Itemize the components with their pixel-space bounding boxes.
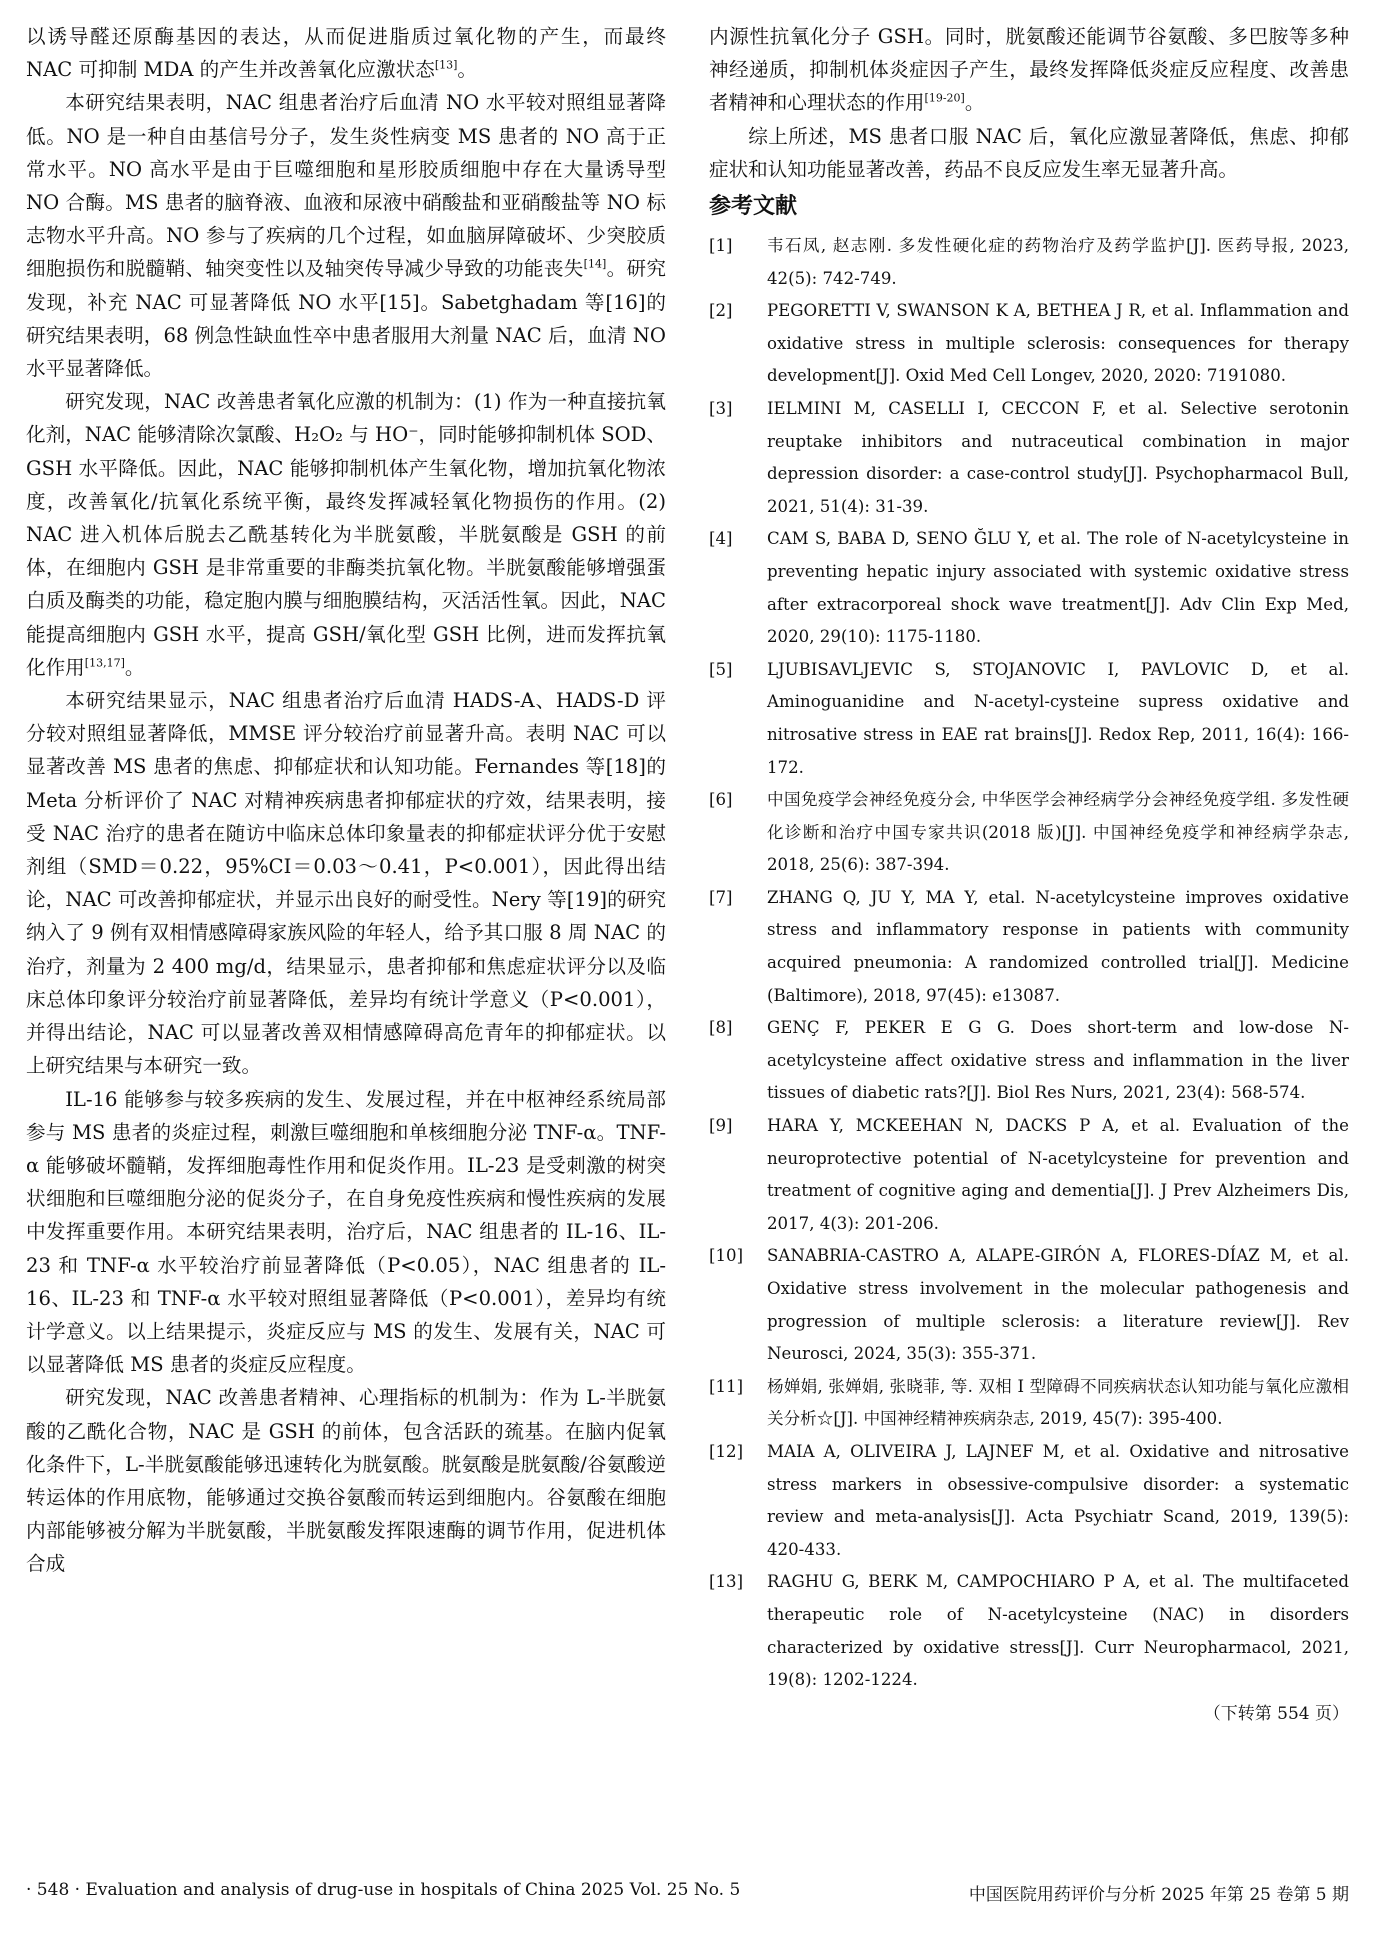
reference-item: [709, 1566, 1349, 1696]
citation-marker: [14]: [583, 257, 607, 271]
reference-item: [709, 1371, 1349, 1436]
paragraph-text: 研究发现，NAC 改善患者氧化应激的机制为：(1) 作为一种直接抗氧化剂，NAC 能够清除次氯酸、H₂O₂ 与 HO⁻，同时能够抑制机体 SOD、GSH 水平降低。因此，NAC 能够抑制机体产生氧化物，增加抗氧化物浓度，改善氧化/抗氧化系统平衡，最终发挥减轻氧化物损伤的作用。(2) NAC 进入机体后脱去乙酰基转化为半胱氨酸，半胱氨酸是 GSH 的前体，在细胞内 GSH 是非常重要的非酶类抗氧化物。半胱氨酸能够增强蛋白质及酶类的功能，稳定胞内膜与细胞膜结构，灭活活性氧。因此，NAC 能提高细胞内 GSH 水平，提高 GSH/氧化型 GSH 比例，进而发挥抗氧化作用: [26, 390, 666, 679]
right-body-text: [709, 20, 1349, 186]
paragraph-text: 内源性抗氧化分子 GSH。同时，胱氨酸还能调节谷氨酸、多巴胺等多种神经递质，抑制机体炎症因子产生，最终发挥降低炎症反应程度、改善患者精神和心理状态的作用: [709, 25, 1349, 115]
reference-number: [5]: [709, 659, 733, 679]
reference-item: [709, 393, 1349, 523]
reference-text: MAIA A, OLIVEIRA J, LAJNEF M, et al. Oxidative and nitrosative stress markers in obsessive-compulsive disorder: a systematic review and meta-analysis[J]. Acta Psychiatr Scand, 2019, 139(5): 420-433.: [767, 1441, 1349, 1559]
body-paragraph: [26, 1083, 666, 1382]
reference-item: [709, 882, 1349, 1012]
paragraph-text: 以诱导醛还原酶基因的表达，从而促进脂质过氧化物的产生，而最终 NAC 可抑制 MDA 的产生并改善氧化应激状态: [26, 25, 666, 82]
reference-number: [6]: [709, 790, 733, 810]
paragraph-tail: 。: [124, 655, 145, 679]
footer-left: · 548 · Evaluation and analysis of drug-use in hospitals of China 2025 Vol. 25 No. 5: [26, 1880, 741, 1900]
reference-number: [7]: [709, 887, 733, 907]
right-column: [709, 20, 1349, 1729]
reference-number: [1]: [709, 236, 733, 256]
reference-item: [709, 1110, 1349, 1240]
reference-number: [11]: [709, 1376, 744, 1396]
paragraph-tail: 。: [457, 58, 477, 82]
reference-text: 韦石凤, 赵志刚. 多发性硬化症的药物治疗及药学监护[J]. 医药导报, 2023, 42(5): 742-749.: [767, 236, 1349, 288]
reference-text: GENÇ F, PEKER E G G. Does short-term and low-dose N-acetylcysteine affect oxidative stress and inflammation in the liver tissues of diabetic rats?[J]. Biol Res Nurs, 2021, 23(4): 568-574.: [767, 1018, 1349, 1103]
citation-marker: [13,17]: [84, 656, 125, 670]
reference-number: [12]: [709, 1441, 744, 1461]
paragraph-text: 综上所述，MS 患者口服 NAC 后，氧化应激显著降低，焦虑、抑郁症状和认知功能显著改善，药品不良反应发生率无显著升高。: [709, 124, 1349, 181]
references-heading: 参考文献: [709, 194, 798, 220]
body-paragraph: [26, 86, 666, 385]
reference-text: 中国免疫学会神经免疫分会, 中华医学会神经病学分会神经免疫学组. 多发性硬化诊断和治疗中国专家共识(2018 版)[J]. 中国神经免疫学和神经病学杂志, 2018, 25(6): 387-394.: [767, 790, 1349, 875]
reference-text: PEGORETTI V, SWANSON K A, BETHEA J R, et al. Inflammation and oxidative stress in multiple sclerosis: consequences for therapy development[J]. Oxid Med Cell Longev, 2020, 2020: 7191080.: [767, 301, 1349, 386]
reference-number: [2]: [709, 301, 733, 321]
reference-item: [709, 1240, 1349, 1370]
reference-text: RAGHU G, BERK M, CAMPOCHIARO P A, et al. The multifaceted therapeutic role of N-acetylcysteine (NAC) in disorders characterized by oxidative stress[J]. Curr Neuropharmacol, 2021, 19(8): 1202-1224.: [767, 1572, 1349, 1690]
paragraph-text: IL-16 能够参与较多疾病的发生、发展过程，并在中枢神经系统局部参与 MS 患者的炎症过程，刺激巨噬细胞和单核细胞分泌 TNF-α。TNF-α 能够破坏髓鞘，发挥细胞毒性作用和促炎作用。IL-23 是受刺激的树突状细胞和巨噬细胞分泌的促炎分子，在自身免疫性疾病和慢性疾病的发展中发挥重要作用。本研究结果表明，治疗后，NAC 组患者的 IL-16、IL-23 和 TNF-α 水平较治疗前显著降低（P<0.05），NAC 组患者的 IL-16、IL-23 和 TNF-α 水平较对照组显著降低（P<0.001），差异均有统计学意义。以上结果提示，炎症反应与 MS 的发生、发展有关，NAC 可以显著降低 MS 患者的炎症反应程度。: [26, 1087, 666, 1377]
page-footer: [26, 1880, 1349, 1905]
body-paragraph: [26, 1381, 666, 1580]
reference-number: [13]: [709, 1572, 744, 1592]
reference-text: SANABRIA-CASTRO A, ALAPE-GIRÓN A, FLORES-DÍAZ M, et al. Oxidative stress involvement in the molecular pathogenesis and progression of multiple sclerosis: a literature review[J]. Rev Neurosci, 2024, 35(3): 355-371.: [767, 1246, 1349, 1364]
reference-number: [3]: [709, 398, 733, 418]
reference-number: [9]: [709, 1116, 733, 1136]
continue-note: （下转第 554 页）: [1203, 1703, 1349, 1724]
reference-item: [709, 1436, 1349, 1566]
footer-right: 中国医院用药评价与分析 2025 年第 25 卷第 5 期: [968, 1885, 1349, 1905]
body-paragraph: [709, 120, 1349, 186]
reference-text: IELMINI M, CASELLI I, CECCON F, et al. Selective serotonin reuptake inhibitors and nutraceutical combination in major depression disorder: a case-control study[J]. Psychopharmacol Bull, 2021, 51(4): 31-39.: [767, 398, 1349, 516]
reference-list: [709, 230, 1349, 1697]
paragraph-text: 本研究结果表明，NAC 组患者治疗后血清 NO 水平较对照组显著降低。NO 是一种自由基信号分子，发生炎性病变 MS 患者的 NO 高于正常水平。NO 高水平是由于巨噬细胞和星形胶质细胞中存在大量诱导型 NO 合酶。MS 患者的脑脊液、血液和尿液中硝酸盐和亚硝酸盐等 NO 标志物水平升高。NO 参与了疾病的几个过程，如血脑屏障破坏、少突胶质细胞损伤和脱髓鞘、轴突变性以及轴突传导减少导致的功能丧失: [26, 91, 666, 281]
reference-text: LJUBISAVLJEVIC S, STOJANOVIC I, PAVLOVIC D, et al. Aminoguanidine and N-acetyl-cysteine supress oxidative and nitrosative stress in EAE rat brains[J]. Redox Rep, 2011, 16(4): 166-172.: [767, 659, 1349, 777]
reference-item: [709, 295, 1349, 393]
citation-marker: [13]: [434, 58, 458, 72]
reference-number: [8]: [709, 1018, 733, 1038]
left-column: [26, 20, 666, 1581]
citation-marker: [19-20]: [924, 91, 965, 105]
reference-number: [10]: [709, 1246, 744, 1266]
reference-item: [709, 523, 1349, 653]
reference-item: [709, 654, 1349, 784]
body-paragraph: [709, 20, 1349, 120]
paragraph-tail: 。: [964, 91, 985, 115]
paragraph-tail: 。研究发现，补充 NAC 可显著降低 NO 水平[15]。Sabetghadam 等[16]的研究结果表明，68 例急性缺血性卒中患者服用大剂量 NAC 后，血清 NO 水平显著降低。: [26, 257, 666, 381]
reference-text: HARA Y, MCKEEHAN N, DACKS P A, et al. Evaluation of the neuroprotective potential of N-acetylcysteine for prevention and treatment of cognitive aging and dementia[J]. J Prev Alzheimers Dis, 2017, 4(3): 201-206.: [767, 1116, 1349, 1233]
reference-text: CAM S, BABA D, SENO ĞLU Y, et al. The role of N-acetylcysteine in preventing hepatic injury associated with systemic oxidative stress after extracorporeal shock wave treatment[J]. Adv Clin Exp Med, 2020, 29(10): 1175-1180.: [767, 529, 1349, 647]
reference-item: [709, 784, 1349, 882]
reference-text: 杨婵娟, 张婵娟, 张晓菲, 等. 双相 I 型障碍不同疾病状态认知功能与氧化应激相关分析☆[J]. 中国神经精神疾病杂志, 2019, 45(7): 395-400.: [767, 1376, 1349, 1429]
reference-text: ZHANG Q, JU Y, MA Y, etal. N-acetylcysteine improves oxidative stress and inflammatory response in patients with community acquired pneumonia: A randomized controlled trial[J]. Medicine (Baltimore), 2018, 97(45): e13087.: [767, 887, 1349, 1005]
paragraph-text: 本研究结果显示，NAC 组患者治疗后血清 HADS-A、HADS-D 评分较对照组显著降低，MMSE 评分较治疗前显著升高。表明 NAC 可以显著改善 MS 患者的焦虑、抑郁症状和认知功能。Fernandes 等[18]的 Meta 分析评价了 NAC 对精神疾病患者抑郁症状的疗效，结果表明，接受 NAC 治疗的患者在随访中临床总体印象量表的抑郁症状评分优于安慰剂组（SMD＝0.22，95%CI＝0.03～0.41，P<0.001），因此得出结论，NAC 可改善抑郁症状，并显示出良好的耐受性。Nery 等[19]的研究纳入了 9 例有双相情感障碍家族风险的年轻人，给予其口服 8 周 NAC 的治疗，剂量为 2 400 mg/d，结果显示，患者抑郁和焦虑症状评分以及临床总体印象评分较治疗前显著降低，差异均有统计学意义（P<0.001），并得出结论，NAC 可以显著改善双相情感障碍高危青年的抑郁症状。以上研究结果与本研究一致。: [26, 689, 666, 1078]
body-paragraph: [26, 385, 666, 684]
paragraph-text: 研究发现，NAC 改善患者精神、心理指标的机制为：作为 L-半胱氨酸的乙酰化合物，NAC 是 GSH 的前体，包含活跃的巯基。在脑内促氧化条件下，L-半胱氨酸能够迅速转化为胱氨酸。胱氨酸是胱氨酸/谷氨酸逆转运体的作用底物，能够通过交换谷氨酸而转运到细胞内。谷氨酸在细胞内部能够被分解为半胱氨酸，半胱氨酸发挥限速酶的调节作用，促进机体合成: [26, 1386, 666, 1576]
reference-item: [709, 1012, 1349, 1110]
reference-item: [709, 230, 1349, 295]
reference-number: [4]: [709, 529, 733, 549]
body-paragraph: [26, 684, 666, 1082]
body-paragraph: [26, 20, 666, 86]
